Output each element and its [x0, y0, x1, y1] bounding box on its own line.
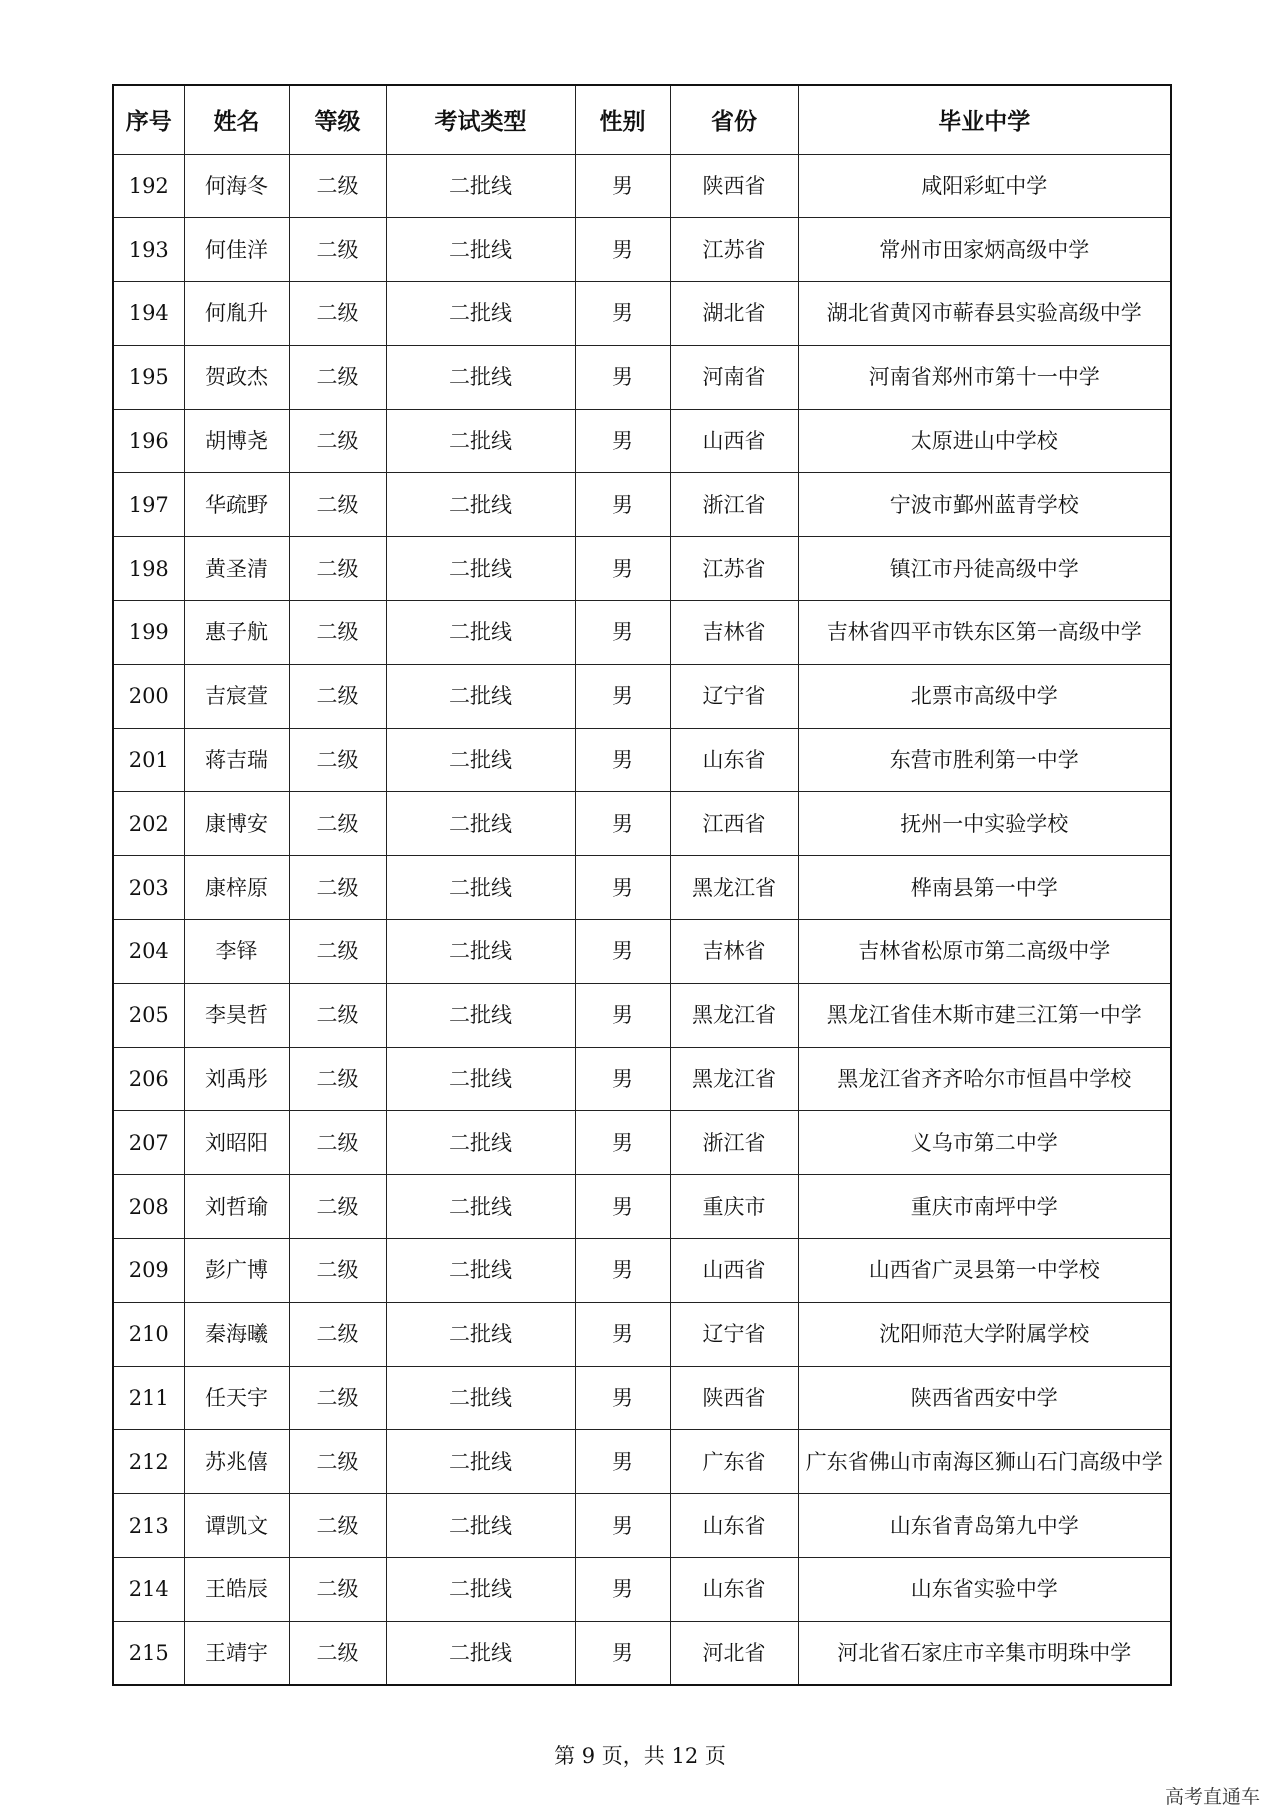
table-row — [113, 1047, 1171, 1111]
school-cell: 山西省广灵县第一中学校 — [798, 1239, 1171, 1303]
gender-cell: 男 — [575, 664, 670, 728]
level-cell: 二级 — [289, 409, 386, 473]
level-cell: 二级 — [289, 1366, 386, 1430]
school-cell: 抚州一中实验学校 — [798, 792, 1171, 856]
gender-cell: 男 — [575, 1558, 670, 1622]
table-row — [113, 601, 1171, 665]
header-cell: 考试类型 — [386, 85, 575, 154]
province-cell: 山东省 — [670, 728, 798, 792]
name-cell: 何海冬 — [184, 154, 289, 218]
school-cell: 黑龙江省佳木斯市建三江第一中学 — [798, 983, 1171, 1047]
watermark-text: 高考直通车 — [1164, 1786, 1260, 1808]
exam-type-cell: 二批线 — [386, 856, 575, 920]
level-cell: 二级 — [289, 1239, 386, 1303]
serial-cell: 202 — [113, 792, 184, 856]
table-row — [113, 728, 1171, 792]
serial-cell: 207 — [113, 1111, 184, 1175]
table-row — [113, 1239, 1171, 1303]
level-cell: 二级 — [289, 218, 386, 282]
province-cell: 江苏省 — [670, 218, 798, 282]
province-cell: 黑龙江省 — [670, 856, 798, 920]
serial-cell: 193 — [113, 218, 184, 282]
header-cell: 姓名 — [184, 85, 289, 154]
name-cell: 彭广博 — [184, 1239, 289, 1303]
table-row — [113, 856, 1171, 920]
gender-cell: 男 — [575, 1366, 670, 1430]
school-cell: 湖北省黄冈市蕲春县实验高级中学 — [798, 282, 1171, 346]
name-cell: 贺政杰 — [184, 345, 289, 409]
header-row — [113, 85, 1171, 154]
province-cell: 山东省 — [670, 1494, 798, 1558]
serial-cell: 203 — [113, 856, 184, 920]
serial-cell: 194 — [113, 282, 184, 346]
exam-type-cell: 二批线 — [386, 792, 575, 856]
gender-cell: 男 — [575, 1430, 670, 1494]
gender-cell: 男 — [575, 856, 670, 920]
name-cell: 蒋吉瑞 — [184, 728, 289, 792]
province-cell: 山西省 — [670, 1239, 798, 1303]
school-cell: 吉林省松原市第二高级中学 — [798, 920, 1171, 984]
table-row — [113, 792, 1171, 856]
table-row — [113, 282, 1171, 346]
school-cell: 河南省郑州市第十一中学 — [798, 345, 1171, 409]
level-cell: 二级 — [289, 1430, 386, 1494]
gender-cell: 男 — [575, 983, 670, 1047]
table-row — [113, 1366, 1171, 1430]
serial-cell: 206 — [113, 1047, 184, 1111]
header-cell: 性别 — [575, 85, 670, 154]
school-cell: 太原进山中学校 — [798, 409, 1171, 473]
level-cell: 二级 — [289, 664, 386, 728]
school-cell: 重庆市南坪中学 — [798, 1175, 1171, 1239]
name-cell: 康梓原 — [184, 856, 289, 920]
table-row — [113, 920, 1171, 984]
gender-cell: 男 — [575, 345, 670, 409]
table-row — [113, 664, 1171, 728]
table-row — [113, 537, 1171, 601]
table-row — [113, 473, 1171, 537]
table-row — [113, 983, 1171, 1047]
level-cell: 二级 — [289, 537, 386, 601]
table-row — [113, 1494, 1171, 1558]
exam-type-cell: 二批线 — [386, 345, 575, 409]
exam-type-cell: 二批线 — [386, 664, 575, 728]
level-cell: 二级 — [289, 856, 386, 920]
exam-type-cell: 二批线 — [386, 601, 575, 665]
name-cell: 苏兆僖 — [184, 1430, 289, 1494]
school-cell: 陕西省西安中学 — [798, 1366, 1171, 1430]
name-cell: 刘昭阳 — [184, 1111, 289, 1175]
school-cell: 河北省石家庄市辛集市明珠中学 — [798, 1621, 1171, 1685]
gender-cell: 男 — [575, 601, 670, 665]
gender-cell: 男 — [575, 1621, 670, 1685]
table-row — [113, 1175, 1171, 1239]
page-footer: 第 9 页，共 12 页 — [554, 1744, 726, 1768]
level-cell: 二级 — [289, 1621, 386, 1685]
school-cell: 义乌市第二中学 — [798, 1111, 1171, 1175]
roster-table — [112, 84, 1172, 1686]
serial-cell: 201 — [113, 728, 184, 792]
level-cell: 二级 — [289, 601, 386, 665]
exam-type-cell: 二批线 — [386, 409, 575, 473]
table-row — [113, 1621, 1171, 1685]
province-cell: 广东省 — [670, 1430, 798, 1494]
level-cell: 二级 — [289, 983, 386, 1047]
province-cell: 吉林省 — [670, 601, 798, 665]
province-cell: 山西省 — [670, 409, 798, 473]
province-cell: 河北省 — [670, 1621, 798, 1685]
name-cell: 惠子航 — [184, 601, 289, 665]
exam-type-cell: 二批线 — [386, 537, 575, 601]
province-cell: 黑龙江省 — [670, 1047, 798, 1111]
exam-type-cell: 二批线 — [386, 1494, 575, 1558]
school-cell: 山东省实验中学 — [798, 1558, 1171, 1622]
gender-cell: 男 — [575, 1111, 670, 1175]
serial-cell: 196 — [113, 409, 184, 473]
level-cell: 二级 — [289, 1047, 386, 1111]
school-cell: 东营市胜利第一中学 — [798, 728, 1171, 792]
serial-cell: 213 — [113, 1494, 184, 1558]
exam-type-cell: 二批线 — [386, 920, 575, 984]
table-body — [113, 154, 1171, 1685]
table-row — [113, 1558, 1171, 1622]
name-cell: 胡博尧 — [184, 409, 289, 473]
serial-cell: 204 — [113, 920, 184, 984]
header-cell: 等级 — [289, 85, 386, 154]
exam-type-cell: 二批线 — [386, 1621, 575, 1685]
name-cell: 秦海曦 — [184, 1302, 289, 1366]
school-cell: 北票市高级中学 — [798, 664, 1171, 728]
level-cell: 二级 — [289, 1175, 386, 1239]
gender-cell: 男 — [575, 792, 670, 856]
gender-cell: 男 — [575, 1302, 670, 1366]
province-cell: 陕西省 — [670, 154, 798, 218]
province-cell: 江西省 — [670, 792, 798, 856]
province-cell: 重庆市 — [670, 1175, 798, 1239]
exam-type-cell: 二批线 — [386, 1047, 575, 1111]
serial-cell: 209 — [113, 1239, 184, 1303]
exam-type-cell: 二批线 — [386, 1366, 575, 1430]
exam-type-cell: 二批线 — [386, 983, 575, 1047]
province-cell: 陕西省 — [670, 1366, 798, 1430]
level-cell: 二级 — [289, 345, 386, 409]
exam-type-cell: 二批线 — [386, 1111, 575, 1175]
school-cell: 沈阳师范大学附属学校 — [798, 1302, 1171, 1366]
name-cell: 何佳洋 — [184, 218, 289, 282]
school-cell: 山东省青岛第九中学 — [798, 1494, 1171, 1558]
level-cell: 二级 — [289, 282, 386, 346]
name-cell: 华疏野 — [184, 473, 289, 537]
school-cell: 镇江市丹徒高级中学 — [798, 537, 1171, 601]
gender-cell: 男 — [575, 1239, 670, 1303]
school-cell: 黑龙江省齐齐哈尔市恒昌中学校 — [798, 1047, 1171, 1111]
gender-cell: 男 — [575, 218, 670, 282]
header-cell: 序号 — [113, 85, 184, 154]
province-cell: 山东省 — [670, 1558, 798, 1622]
school-cell: 广东省佛山市南海区狮山石门高级中学 — [798, 1430, 1171, 1494]
province-cell: 浙江省 — [670, 1111, 798, 1175]
name-cell: 黄圣清 — [184, 537, 289, 601]
level-cell: 二级 — [289, 1302, 386, 1366]
serial-cell: 195 — [113, 345, 184, 409]
province-cell: 辽宁省 — [670, 664, 798, 728]
level-cell: 二级 — [289, 154, 386, 218]
name-cell: 何胤升 — [184, 282, 289, 346]
name-cell: 李铎 — [184, 920, 289, 984]
serial-cell: 200 — [113, 664, 184, 728]
gender-cell: 男 — [575, 473, 670, 537]
serial-cell: 211 — [113, 1366, 184, 1430]
level-cell: 二级 — [289, 728, 386, 792]
gender-cell: 男 — [575, 728, 670, 792]
table-row — [113, 1302, 1171, 1366]
school-cell: 咸阳彩虹中学 — [798, 154, 1171, 218]
gender-cell: 男 — [575, 1175, 670, 1239]
name-cell: 王皓辰 — [184, 1558, 289, 1622]
exam-type-cell: 二批线 — [386, 1430, 575, 1494]
table-row — [113, 1430, 1171, 1494]
level-cell: 二级 — [289, 1494, 386, 1558]
province-cell: 湖北省 — [670, 282, 798, 346]
serial-cell: 210 — [113, 1302, 184, 1366]
province-cell: 江苏省 — [670, 537, 798, 601]
school-cell: 桦南县第一中学 — [798, 856, 1171, 920]
province-cell: 辽宁省 — [670, 1302, 798, 1366]
name-cell: 谭凯文 — [184, 1494, 289, 1558]
name-cell: 刘禹彤 — [184, 1047, 289, 1111]
serial-cell: 214 — [113, 1558, 184, 1622]
exam-type-cell: 二批线 — [386, 218, 575, 282]
level-cell: 二级 — [289, 792, 386, 856]
school-cell: 宁波市鄞州蓝青学校 — [798, 473, 1171, 537]
name-cell: 刘哲瑜 — [184, 1175, 289, 1239]
exam-type-cell: 二批线 — [386, 1302, 575, 1366]
exam-type-cell: 二批线 — [386, 1175, 575, 1239]
level-cell: 二级 — [289, 473, 386, 537]
header-cell: 省份 — [670, 85, 798, 154]
name-cell: 任天宇 — [184, 1366, 289, 1430]
name-cell: 李昊哲 — [184, 983, 289, 1047]
name-cell: 王靖宇 — [184, 1621, 289, 1685]
gender-cell: 男 — [575, 1494, 670, 1558]
table-row — [113, 345, 1171, 409]
province-cell: 河南省 — [670, 345, 798, 409]
school-cell: 吉林省四平市铁东区第一高级中学 — [798, 601, 1171, 665]
exam-type-cell: 二批线 — [386, 728, 575, 792]
school-cell: 常州市田家炳高级中学 — [798, 218, 1171, 282]
serial-cell: 198 — [113, 537, 184, 601]
gender-cell: 男 — [575, 537, 670, 601]
serial-cell: 199 — [113, 601, 184, 665]
exam-type-cell: 二批线 — [386, 154, 575, 218]
gender-cell: 男 — [575, 1047, 670, 1111]
serial-cell: 212 — [113, 1430, 184, 1494]
header-cell: 毕业中学 — [798, 85, 1171, 154]
level-cell: 二级 — [289, 1558, 386, 1622]
exam-type-cell: 二批线 — [386, 1558, 575, 1622]
exam-type-cell: 二批线 — [386, 473, 575, 537]
table-row — [113, 218, 1171, 282]
table-header — [113, 85, 1171, 154]
gender-cell: 男 — [575, 154, 670, 218]
province-cell: 黑龙江省 — [670, 983, 798, 1047]
level-cell: 二级 — [289, 1111, 386, 1175]
exam-type-cell: 二批线 — [386, 282, 575, 346]
gender-cell: 男 — [575, 282, 670, 346]
table-row — [113, 409, 1171, 473]
level-cell: 二级 — [289, 920, 386, 984]
serial-cell: 208 — [113, 1175, 184, 1239]
name-cell: 吉宸萱 — [184, 664, 289, 728]
province-cell: 吉林省 — [670, 920, 798, 984]
serial-cell: 205 — [113, 983, 184, 1047]
table-row — [113, 1111, 1171, 1175]
name-cell: 康博安 — [184, 792, 289, 856]
gender-cell: 男 — [575, 409, 670, 473]
serial-cell: 197 — [113, 473, 184, 537]
province-cell: 浙江省 — [670, 473, 798, 537]
serial-cell: 215 — [113, 1621, 184, 1685]
exam-type-cell: 二批线 — [386, 1239, 575, 1303]
gender-cell: 男 — [575, 920, 670, 984]
serial-cell: 192 — [113, 154, 184, 218]
table-row — [113, 154, 1171, 218]
